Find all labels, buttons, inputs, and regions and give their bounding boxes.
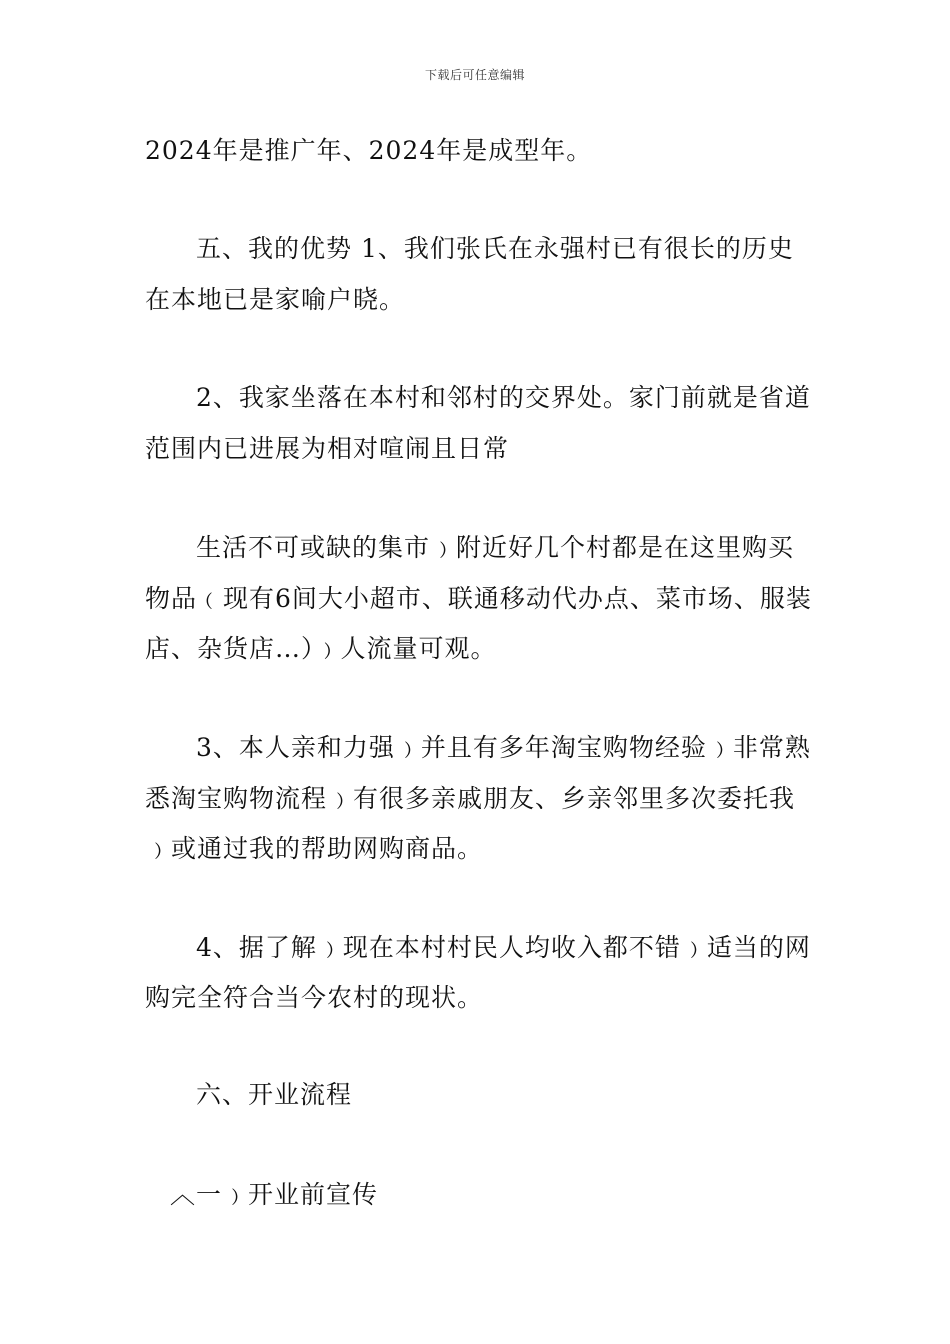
- text-line: 4、据了解﹚现在本村村民人均收入都不错﹚适当的网: [196, 933, 811, 962]
- text-line: 店、杂货店…）﹚人流量可观。: [145, 634, 497, 663]
- text-line: 2、我家坐落在本村和邻村的交界处。家门前就是省道: [196, 383, 811, 412]
- text-line: 生活不可或缺的集市﹚附近好几个村都是在这里购买: [196, 533, 795, 562]
- text-line: 2024年是推广年、2024年是成型年。: [145, 136, 593, 165]
- text-line: 范围内已进展为相对喧闹且日常: [145, 434, 510, 463]
- text-line: 购完全符合当今农村的现状。: [145, 983, 484, 1012]
- text-line: ﹚或通过我的帮助网购商品。: [145, 834, 484, 863]
- section-heading: 六、开业流程: [196, 1080, 353, 1109]
- text-line: 悉淘宝购物流程﹚有很多亲戚朋友、乡亲邻里多次委托我: [145, 784, 796, 813]
- text-line: 在本地已是家喻户晓。: [145, 285, 406, 314]
- text-line: 五、我的优势 1、我们张氏在永强村已有很长的历史: [196, 234, 794, 263]
- page-header: 下载后可任意编辑: [424, 68, 525, 82]
- text-line: 物品﹙现有6间大小超市、联通移动代办点、菜市场、服装: [145, 584, 812, 613]
- subsection-heading: ︿一﹚开业前宣传: [170, 1180, 379, 1209]
- text-line: 3、本人亲和力强﹚并且有多年淘宝购物经验﹚非常熟: [196, 733, 811, 762]
